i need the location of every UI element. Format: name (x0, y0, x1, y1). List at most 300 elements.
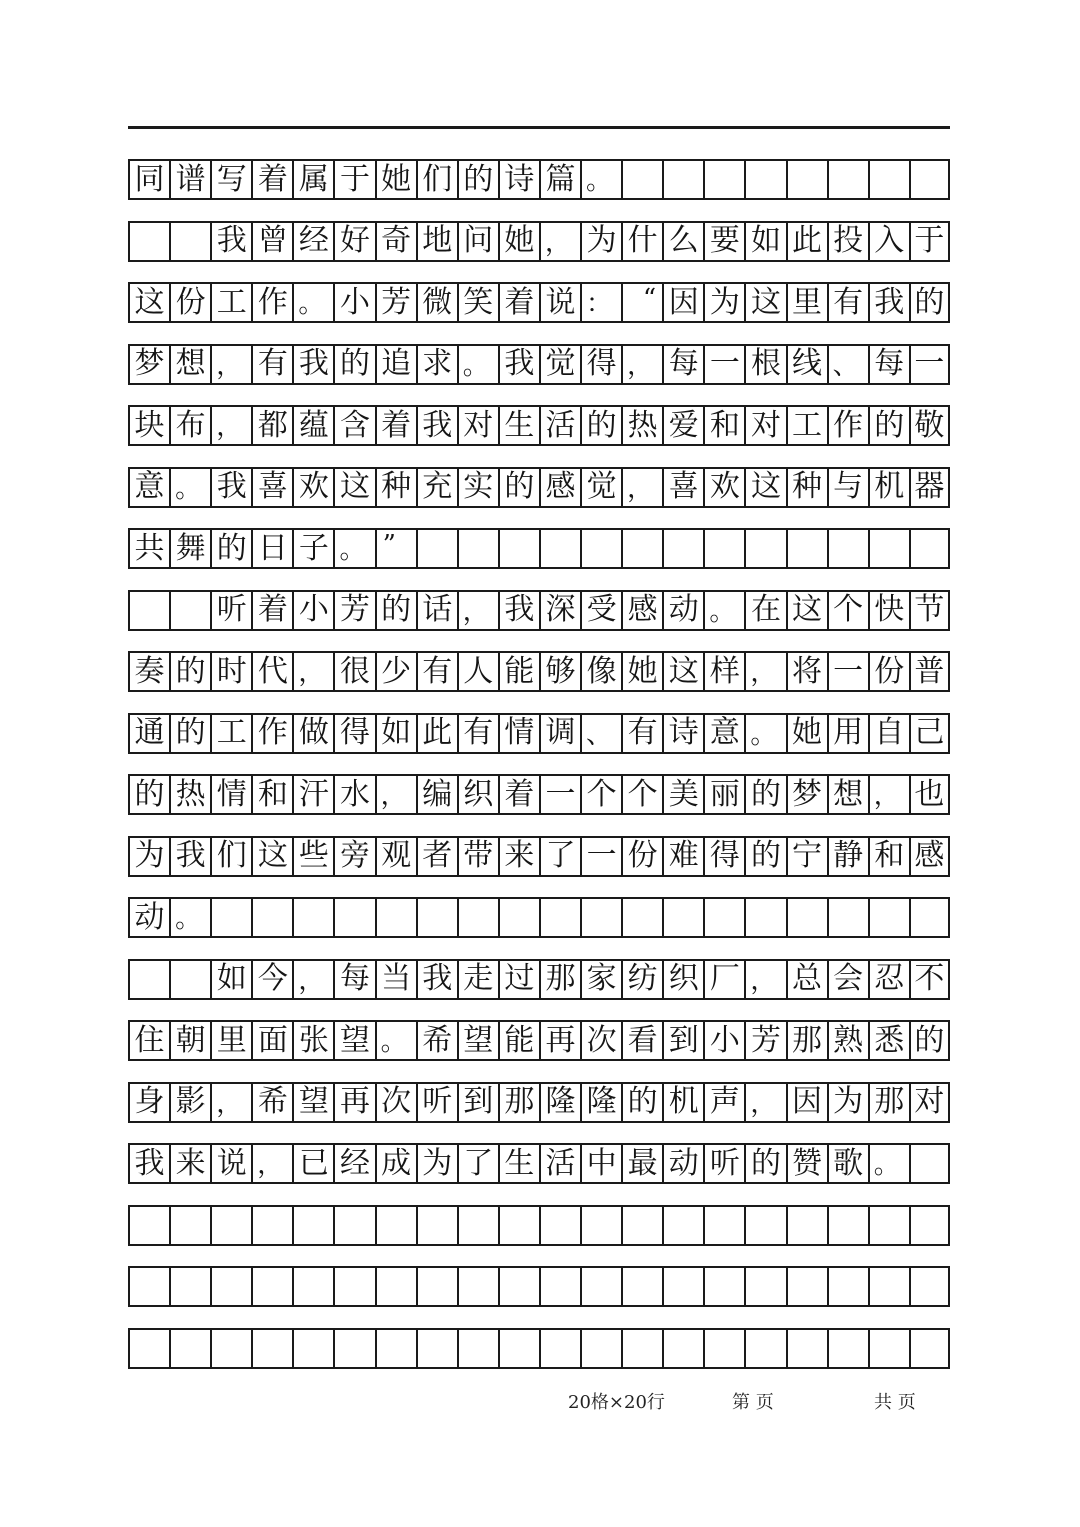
grid-cell: 对 (744, 405, 785, 446)
grid-cell: 如 (744, 221, 785, 262)
grid-cell: 一 (703, 344, 744, 385)
grid-cell: 们 (210, 836, 251, 877)
grid-cell (333, 897, 374, 938)
grid-cell: 今 (251, 959, 292, 1000)
grid-cell: 小 (333, 282, 374, 323)
grid-cell: 、 (580, 713, 621, 754)
grid-cell: 诗 (498, 159, 539, 200)
grid-cell: ， (744, 651, 785, 692)
grid-cell (457, 1328, 498, 1369)
grid-row (128, 344, 950, 385)
grid-cell: 这 (786, 590, 827, 631)
grid-cell: 希 (416, 1020, 457, 1061)
grid-cell (868, 1328, 909, 1369)
grid-cell: 个 (580, 774, 621, 815)
grid-row (128, 1205, 950, 1246)
grid-cell (621, 1205, 662, 1246)
grid-cell: 含 (333, 405, 374, 446)
grid-cell: 有 (251, 344, 292, 385)
grid-cell (210, 1205, 251, 1246)
grid-cell (169, 1266, 210, 1307)
grid-cell: 再 (333, 1082, 374, 1123)
grid-cell (580, 1205, 621, 1246)
grid-cell: 机 (868, 467, 909, 508)
grid-cell (786, 1266, 827, 1307)
grid-cell: 着 (251, 590, 292, 631)
grid-cell (333, 1205, 374, 1246)
grid-cell: 调 (539, 713, 580, 754)
grid-cell: 隆 (580, 1082, 621, 1123)
grid-cell: 为 (703, 282, 744, 323)
grid-cell: 活 (539, 1143, 580, 1184)
grid-cell (539, 897, 580, 938)
grid-cell (703, 897, 744, 938)
grid-cell (744, 1205, 785, 1246)
grid-cell (539, 1205, 580, 1246)
grid-cell (457, 1266, 498, 1307)
grid-cell: 么 (662, 221, 703, 262)
grid-cell (786, 159, 827, 200)
grid-row (128, 159, 950, 200)
grid-cell: 的 (909, 282, 950, 323)
grid-cell: 观 (375, 836, 416, 877)
grid-cell (128, 590, 169, 631)
grid-cell: 受 (580, 590, 621, 631)
grid-cell: 器 (909, 467, 950, 508)
grid-cell: 此 (416, 713, 457, 754)
grid-cell (498, 528, 539, 569)
grid-cell: 经 (292, 221, 333, 262)
grid-cell: ， (210, 405, 251, 446)
grid-cell (128, 221, 169, 262)
grid-cell: 些 (292, 836, 333, 877)
grid-cell (662, 897, 703, 938)
grid-cell: 种 (786, 467, 827, 508)
grid-cell: 的 (621, 1082, 662, 1123)
grid-cell: 到 (457, 1082, 498, 1123)
grid-cell: 普 (909, 651, 950, 692)
grid-cell: 着 (498, 774, 539, 815)
grid-cell: 此 (786, 221, 827, 262)
grid-cell (251, 1205, 292, 1246)
grid-cell: 情 (498, 713, 539, 754)
grid-row (128, 713, 950, 754)
grid-cell: 的 (498, 467, 539, 508)
grid-cell: 的 (128, 774, 169, 815)
grid-cell: 投 (827, 221, 868, 262)
grid-cell: 听 (416, 1082, 457, 1123)
page-number-label: 第 页 (732, 1392, 774, 1413)
grid-cell: 我 (169, 836, 210, 877)
grid-cell: 梦 (128, 344, 169, 385)
grid-cell: 到 (662, 1020, 703, 1061)
grid-cell: ， (251, 1143, 292, 1184)
grid-cell (744, 528, 785, 569)
grid-cell (868, 1266, 909, 1307)
grid-cell: 那 (786, 1020, 827, 1061)
grid-cell (128, 959, 169, 1000)
grid-row (128, 528, 950, 569)
grid-cell: 节 (909, 590, 950, 631)
grid-cell: 身 (128, 1082, 169, 1123)
grid-cell: 着 (498, 282, 539, 323)
grid-cell (457, 897, 498, 938)
grid-row (128, 1266, 950, 1307)
grid-cell: 。 (744, 713, 785, 754)
grid-cell: 我 (498, 590, 539, 631)
grid-cell: 次 (375, 1082, 416, 1123)
grid-cell (621, 159, 662, 200)
grid-cell (251, 1328, 292, 1369)
grid-cell: 为 (416, 1143, 457, 1184)
grid-cell: 说 (539, 282, 580, 323)
grid-cell: 当 (375, 959, 416, 1000)
grid-cell: 能 (498, 651, 539, 692)
grid-cell: 对 (909, 1082, 950, 1123)
grid-cell: 厂 (703, 959, 744, 1000)
grid-cell (868, 528, 909, 569)
grid-cell (744, 1266, 785, 1307)
grid-cell: 我 (292, 344, 333, 385)
grid-cell: 们 (416, 159, 457, 200)
grid-cell: 像 (580, 651, 621, 692)
grid-cell: 中 (580, 1143, 621, 1184)
grid-cell: 的 (909, 1020, 950, 1061)
grid-cell (662, 1266, 703, 1307)
grid-cell (498, 1266, 539, 1307)
grid-cell: 的 (169, 713, 210, 754)
grid-cell (292, 1328, 333, 1369)
grid-cell: 我 (416, 959, 457, 1000)
grid-cell: 我 (498, 344, 539, 385)
grid-cell: 工 (786, 405, 827, 446)
grid-cell (909, 1328, 950, 1369)
grid-cell (909, 1205, 950, 1246)
grid-cell (375, 897, 416, 938)
grid-cell: 的 (375, 590, 416, 631)
grid-cell: 编 (416, 774, 457, 815)
grid-cell: 来 (169, 1143, 210, 1184)
grid-cell: 都 (251, 405, 292, 446)
grid-cell: 隆 (539, 1082, 580, 1123)
grid-cell: 于 (333, 159, 374, 200)
grid-cell (580, 1266, 621, 1307)
grid-row (128, 774, 950, 815)
grid-cell: 诗 (662, 713, 703, 754)
grid-cell: 的 (457, 159, 498, 200)
grid-cell: 少 (375, 651, 416, 692)
grid-cell (292, 1266, 333, 1307)
grid-cell (539, 1328, 580, 1369)
grid-cell: ， (868, 774, 909, 815)
grid-cell: 话 (416, 590, 457, 631)
grid-cell (580, 1328, 621, 1369)
grid-cell: 这 (744, 282, 785, 323)
grid-row (128, 1020, 950, 1061)
grid-cell: 热 (169, 774, 210, 815)
grid-cell: 张 (292, 1020, 333, 1061)
grid-cell: 爱 (662, 405, 703, 446)
grid-cell (128, 1205, 169, 1246)
grid-cell: 因 (662, 282, 703, 323)
grid-cell: 不 (909, 959, 950, 1000)
grid-cell (786, 528, 827, 569)
grid-cell (662, 1328, 703, 1369)
grid-cell: 这 (744, 467, 785, 508)
grid-cell: 。 (292, 282, 333, 323)
grid-cell (169, 959, 210, 1000)
top-rule (128, 126, 950, 129)
grid-cell: 写 (210, 159, 251, 200)
grid-cell (827, 897, 868, 938)
grid-cell: 成 (375, 1143, 416, 1184)
grid-cell (169, 1205, 210, 1246)
grid-cell: 个 (827, 590, 868, 631)
grid-cell (621, 897, 662, 938)
grid-cell: 已 (292, 1143, 333, 1184)
grid-cell (744, 159, 785, 200)
grid-cell: 我 (210, 467, 251, 508)
grid-cell: 再 (539, 1020, 580, 1061)
grid-cell (909, 897, 950, 938)
grid-cell: 生 (498, 1143, 539, 1184)
grid-cell (416, 1205, 457, 1246)
grid-cell: 种 (375, 467, 416, 508)
grid-cell: 会 (827, 959, 868, 1000)
grid-cell: 走 (457, 959, 498, 1000)
grid-cell: 熟 (827, 1020, 868, 1061)
grid-cell: 和 (703, 405, 744, 446)
grid-cell: ” (375, 528, 416, 569)
grid-cell (703, 528, 744, 569)
grid-row (128, 282, 950, 323)
grid-cell (375, 1328, 416, 1369)
grid-cell: 。 (457, 344, 498, 385)
grid-cell: 在 (744, 590, 785, 631)
grid-cell: ， (539, 221, 580, 262)
grid-cell: 有 (621, 713, 662, 754)
grid-cell: 芳 (375, 282, 416, 323)
grid-cell (128, 1266, 169, 1307)
grid-cell: 一 (827, 651, 868, 692)
grid-cell: 如 (210, 959, 251, 1000)
grid-cell: 的 (333, 344, 374, 385)
grid-cell: 篇 (539, 159, 580, 200)
grid-cell: 里 (786, 282, 827, 323)
grid-cell (539, 528, 580, 569)
grid-cell: 每 (662, 344, 703, 385)
grid-cell: 望 (457, 1020, 498, 1061)
grid-cell: 工 (210, 282, 251, 323)
grid-cell (868, 1205, 909, 1246)
grid-cell: 听 (210, 590, 251, 631)
grid-cell (416, 1328, 457, 1369)
grid-cell: 说 (210, 1143, 251, 1184)
grid-cell (375, 1205, 416, 1246)
grid-cell: 她 (375, 159, 416, 200)
grid-cell (868, 897, 909, 938)
grid-cell (744, 1328, 785, 1369)
grid-cell: 作 (251, 282, 292, 323)
grid-cell: 也 (909, 774, 950, 815)
grid-cell (416, 1266, 457, 1307)
grid-cell: 带 (457, 836, 498, 877)
grid-cell: 芳 (744, 1020, 785, 1061)
grid-cell: 她 (786, 713, 827, 754)
grid-cell (292, 1205, 333, 1246)
grid-cell (169, 221, 210, 262)
grid-cell (827, 1205, 868, 1246)
grid-cell (827, 1266, 868, 1307)
grid-cell: 织 (662, 959, 703, 1000)
grid-cell: ， (292, 959, 333, 1000)
grid-cell (210, 1328, 251, 1369)
grid-cell: 舞 (169, 528, 210, 569)
grid-cell (210, 897, 251, 938)
grid-cell: 块 (128, 405, 169, 446)
grid-cell (251, 1266, 292, 1307)
grid-row (128, 467, 950, 508)
grid-cell: 欢 (292, 467, 333, 508)
grid-cell: 线 (786, 344, 827, 385)
grid-cell: 日 (251, 528, 292, 569)
grid-cell: 地 (416, 221, 457, 262)
grid-cell: ， (375, 774, 416, 815)
grid-cell: 微 (416, 282, 457, 323)
grid-cell (292, 897, 333, 938)
grid-cell: 里 (210, 1020, 251, 1061)
grid-cell: 有 (827, 282, 868, 323)
grid-cell (827, 159, 868, 200)
grid-cell (744, 897, 785, 938)
grid-cell (621, 528, 662, 569)
grid-cell: 每 (868, 344, 909, 385)
grid-cell: 为 (580, 221, 621, 262)
grid-cell: 工 (210, 713, 251, 754)
grid-cell: 来 (498, 836, 539, 877)
grid-cell: ， (621, 467, 662, 508)
grid-cell: ， (292, 651, 333, 692)
grid-cell (786, 897, 827, 938)
grid-cell: 望 (292, 1082, 333, 1123)
grid-cell: 感 (621, 590, 662, 631)
grid-cell: 能 (498, 1020, 539, 1061)
grid-cell (498, 897, 539, 938)
grid-spec-label: 20格×20行 (568, 1392, 665, 1413)
grid-cell: ： (580, 282, 621, 323)
grid-cell: 这 (333, 467, 374, 508)
grid-cell: 意 (128, 467, 169, 508)
grid-cell: 个 (621, 774, 662, 815)
grid-cell: 用 (827, 713, 868, 754)
grid-cell (498, 1205, 539, 1246)
grid-cell: 。 (169, 897, 210, 938)
grid-cell: 悉 (868, 1020, 909, 1061)
grid-cell: 共 (128, 528, 169, 569)
grid-cell: 望 (333, 1020, 374, 1061)
grid-cell: 一 (909, 344, 950, 385)
grid-cell: 看 (621, 1020, 662, 1061)
grid-row (128, 1143, 950, 1184)
grid-cell: 我 (128, 1143, 169, 1184)
grid-row (128, 405, 950, 446)
grid-cell: 同 (128, 159, 169, 200)
grid-cell (539, 1266, 580, 1307)
grid-cell: 歌 (827, 1143, 868, 1184)
grid-cell: 根 (744, 344, 785, 385)
grid-cell: 的 (580, 405, 621, 446)
grid-cell: 想 (827, 774, 868, 815)
grid-cell: 子 (292, 528, 333, 569)
grid-cell: 曾 (251, 221, 292, 262)
grid-cell: 旁 (333, 836, 374, 877)
grid-cell (210, 1266, 251, 1307)
grid-cell: 小 (703, 1020, 744, 1061)
grid-cell: 她 (498, 221, 539, 262)
grid-cell: 的 (744, 836, 785, 877)
grid-cell: 每 (333, 959, 374, 1000)
grid-cell (662, 528, 703, 569)
grid-cell (703, 1266, 744, 1307)
grid-cell: 住 (128, 1020, 169, 1061)
grid-cell: 我 (868, 282, 909, 323)
grid-cell: 有 (416, 651, 457, 692)
grid-cell (333, 1328, 374, 1369)
grid-cell: 家 (580, 959, 621, 1000)
grid-cell: 情 (210, 774, 251, 815)
grid-cell: 芳 (333, 590, 374, 631)
grid-cell: 因 (786, 1082, 827, 1123)
grid-cell: 动 (128, 897, 169, 938)
grid-cell: 了 (539, 836, 580, 877)
grid-cell (662, 159, 703, 200)
grid-cell: 做 (292, 713, 333, 754)
grid-cell: 这 (251, 836, 292, 877)
grid-cell (703, 1205, 744, 1246)
grid-cell: 热 (621, 405, 662, 446)
grid-cell (621, 1328, 662, 1369)
grid-cell: 感 (909, 836, 950, 877)
grid-cell: 。 (333, 528, 374, 569)
grid-cell: 的 (868, 405, 909, 446)
grid-cell (251, 897, 292, 938)
grid-cell: 样 (703, 651, 744, 692)
grid-cell (868, 159, 909, 200)
grid-cell: 觉 (580, 467, 621, 508)
grid-cell: 水 (333, 774, 374, 815)
grid-cell: 份 (621, 836, 662, 877)
grid-cell: 要 (703, 221, 744, 262)
grid-cell (786, 1205, 827, 1246)
grid-cell: 小 (292, 590, 333, 631)
grid-cell (662, 1205, 703, 1246)
grid-cell: 作 (251, 713, 292, 754)
grid-row (128, 1328, 950, 1369)
grid-cell: 欢 (703, 467, 744, 508)
grid-cell: 。 (169, 467, 210, 508)
grid-cell: 汗 (292, 774, 333, 815)
grid-cell: 深 (539, 590, 580, 631)
grid-cell: 的 (169, 651, 210, 692)
grid-cell: 这 (128, 282, 169, 323)
grid-cell (909, 528, 950, 569)
grid-cell: 难 (662, 836, 703, 877)
grid-cell: “ (621, 282, 662, 323)
grid-cell: 敬 (909, 405, 950, 446)
grid-cell: 希 (251, 1082, 292, 1123)
grid-cell (827, 528, 868, 569)
grid-cell: 着 (375, 405, 416, 446)
